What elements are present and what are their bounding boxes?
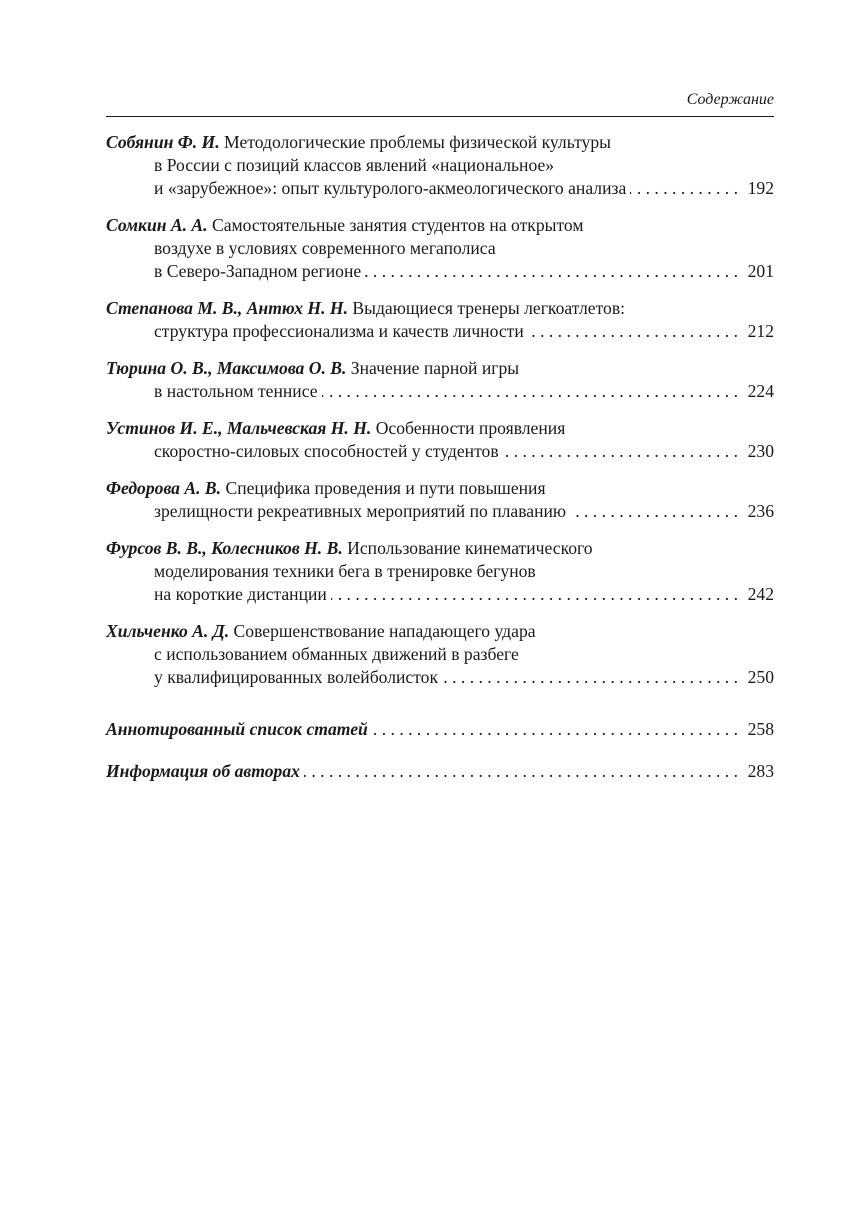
entry-authors: Фурсов В. В., Колесников Н. В. bbox=[106, 538, 343, 558]
dot-leader bbox=[442, 666, 738, 689]
toc-section-entry[interactable] bbox=[106, 760, 774, 783]
entry-page-number: 250 bbox=[747, 667, 774, 687]
entry-title-line: Выдающиеся тренеры легкоатлетов: bbox=[352, 298, 626, 318]
dot-leader bbox=[331, 583, 738, 606]
entry-title-line: у квалифицированных волейболисток bbox=[154, 667, 439, 687]
toc-entry[interactable] bbox=[106, 417, 774, 463]
entry-page-number: 230 bbox=[747, 441, 774, 461]
entry-title-line: моделирования техники бега в тренировке бегунов bbox=[154, 561, 536, 581]
entry-authors: Устинов И. Е., Мальчевская Н. Н. bbox=[106, 418, 372, 438]
entry-page-number: 236 bbox=[747, 501, 774, 521]
entry-title-line: и «зарубежное»: опыт культуролого-акмеологического анализа bbox=[154, 178, 627, 198]
header-rule bbox=[106, 116, 774, 117]
toc-entry[interactable] bbox=[106, 620, 774, 689]
entry-title-line: в Северо-Западном регионе bbox=[154, 261, 362, 281]
entry-title-line: в настольном теннисе bbox=[154, 381, 318, 401]
toc-entry[interactable] bbox=[106, 537, 774, 606]
entry-title-line: на короткие дистанции bbox=[154, 584, 327, 604]
running-head: Содержание bbox=[686, 91, 774, 108]
toc-entry[interactable] bbox=[106, 297, 774, 343]
entry-authors: Тюрина О. В., Максимова О. В. bbox=[106, 358, 347, 378]
entry-title-line: в России с позиций классов явлений «национальное» bbox=[154, 155, 555, 175]
dot-leader bbox=[528, 320, 738, 343]
entry-page-number: 212 bbox=[747, 321, 774, 341]
entry-title-line: Самостоятельные занятия студентов на открытом bbox=[211, 215, 584, 235]
section-page-number: 258 bbox=[747, 719, 774, 739]
entry-page-number: 224 bbox=[747, 381, 774, 401]
entry-authors: Хильченко А. Д. bbox=[106, 621, 230, 641]
dot-leader bbox=[503, 440, 738, 463]
toc-entry[interactable] bbox=[106, 477, 774, 523]
entry-title-line: Методологические проблемы физической культуры bbox=[224, 132, 611, 152]
entry-title-line: Совершенствование нападающего удара bbox=[233, 621, 536, 641]
toc-section-entry[interactable] bbox=[106, 718, 774, 741]
entry-title-line: с использованием обманных движений в разбеге bbox=[154, 644, 519, 664]
entry-page-number: 192 bbox=[747, 178, 774, 198]
dot-leader bbox=[304, 760, 738, 783]
section-page-number: 283 bbox=[747, 761, 774, 781]
entry-authors: Федорова А. В. bbox=[106, 478, 222, 498]
table-of-contents bbox=[106, 131, 774, 797]
entry-title-line: скоростно-силовых способностей у студентов bbox=[154, 441, 499, 461]
dot-leader bbox=[322, 380, 738, 403]
entry-title-line: Особенности проявления bbox=[375, 418, 566, 438]
entry-page-number: 242 bbox=[747, 584, 774, 604]
dot-leader bbox=[630, 177, 738, 200]
entry-authors: Степанова М. В., Антюх Н. Н. bbox=[106, 298, 348, 318]
dot-leader bbox=[372, 718, 738, 741]
entry-page-number: 201 bbox=[747, 261, 774, 281]
entry-title-line: Значение парной игры bbox=[350, 358, 520, 378]
dot-leader bbox=[365, 260, 738, 283]
toc-entry[interactable] bbox=[106, 357, 774, 403]
section-title: Информация об авторах bbox=[106, 761, 300, 781]
entry-title-line: Использование кинематического bbox=[347, 538, 593, 558]
entry-title-line: структура профессионализма и качеств личности bbox=[154, 321, 524, 341]
dot-leader bbox=[570, 500, 738, 523]
entry-authors: Сомкин А. А. bbox=[106, 215, 208, 235]
toc-entry[interactable] bbox=[106, 131, 774, 200]
entry-title-line: Специфика проведения и пути повышения bbox=[225, 478, 546, 498]
entry-title-line: воздухе в условиях современного мегаполиса bbox=[154, 238, 496, 258]
entry-authors: Собянин Ф. И. bbox=[106, 132, 220, 152]
entry-title-line: зрелищности рекреативных мероприятий по плаванию bbox=[154, 501, 567, 521]
toc-entry[interactable] bbox=[106, 214, 774, 283]
section-title: Аннотированный список статей bbox=[106, 719, 368, 739]
